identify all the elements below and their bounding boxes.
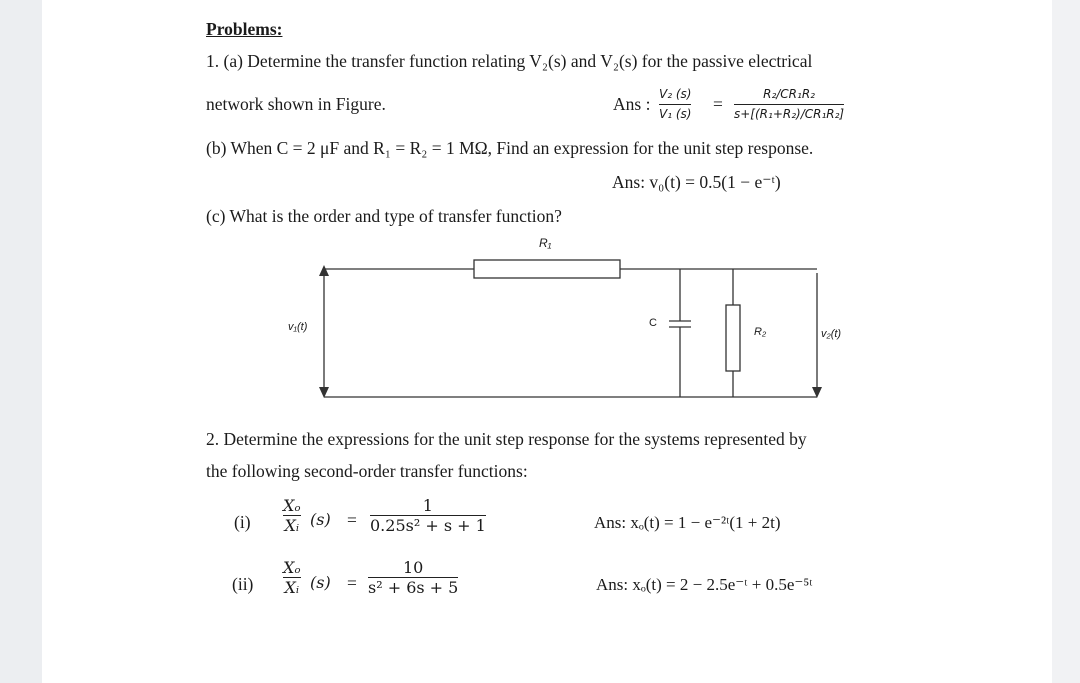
q1-answer-prefix: Ans : <box>613 94 651 114</box>
q2-ii-lhs-denominator: Xᵢ <box>284 578 300 597</box>
q2-i-arg: (s) <box>310 510 331 529</box>
q2-ii-rhs-fraction <box>368 559 458 596</box>
q2-i-lhs-numerator: Xₒ <box>283 496 301 515</box>
resistor-r1 <box>474 260 620 278</box>
q2-i-rhs-numerator: 1 <box>422 496 433 515</box>
resistor-r2 <box>726 305 740 371</box>
q2-ii-rhs-denominator: s² + 6s + 5 <box>368 578 459 597</box>
q1-equals: = <box>713 94 723 114</box>
label-r2: R₂ <box>754 326 767 338</box>
q1-lhs-numerator: V₂ (s) <box>659 87 692 101</box>
q2-ii-arg: (s) <box>310 573 331 592</box>
label-r1: R₁ <box>539 236 552 250</box>
document-page <box>42 0 1052 683</box>
q1-rhs-numerator: R₂/CR₁R₂ <box>763 87 815 101</box>
q1b-text: (b) When C = 2 μF and R₁ = R₂ = 1 MΩ, Find an expression for the unit step response. <box>206 138 814 158</box>
q2-ii-lhs-fraction <box>283 559 301 596</box>
q2-text-line1: 2. Determine the expressions for the unit step response for the systems represented by <box>206 429 807 449</box>
v1-arrowhead-up <box>319 265 329 276</box>
label-v2: v₂(t) <box>821 328 842 340</box>
q2-i-rhs-denominator: 0.25s² + s + 1 <box>370 516 486 535</box>
q2-i-equals: = <box>347 510 357 530</box>
q1b-answer: Ans: v₀(t) = 0.5(1 − e⁻ᵗ) <box>612 172 781 192</box>
left-gutter <box>0 0 42 683</box>
q1c-text: (c) What is the order and type of transfer function? <box>206 206 562 226</box>
label-v1: v₁(t) <box>288 321 308 333</box>
q2-ii-equals: = <box>347 573 357 593</box>
q2-ii-label: (ii) <box>232 574 254 594</box>
q2-ii-rhs-numerator: 10 <box>403 558 424 577</box>
page-heading: Problems: <box>206 19 283 39</box>
q2-i-rhs-fraction <box>370 497 486 534</box>
q2-i-lhs-denominator: Xᵢ <box>284 516 300 535</box>
circuit-diagram <box>42 0 1052 420</box>
q2-text-line2: the following second-order transfer functions: <box>206 461 528 481</box>
q1-rhs-denominator: s+[(R₁+R₂)/CR₁R₂] <box>734 107 845 121</box>
q2-i-label: (i) <box>234 512 251 532</box>
q1a-text-line2: network shown in Figure. <box>206 94 386 114</box>
q2-i-lhs-fraction <box>283 497 301 534</box>
q2-i-answer: Ans: xₒ(t) = 1 − e⁻²ᵗ(1 + 2t) <box>594 513 781 532</box>
q2-ii-lhs-numerator: Xₒ <box>283 558 301 577</box>
label-c: C <box>649 317 657 329</box>
q1-lhs-denominator: V₁ (s) <box>659 107 692 121</box>
q1a-text-line1: 1. (a) Determine the transfer function relating V₂(s) and V₂(s) for the passive electrical <box>206 51 813 71</box>
q2-ii-answer: Ans: xₒ(t) = 2 − 2.5e⁻ᵗ + 0.5e⁻⁵ᵗ <box>596 575 813 594</box>
